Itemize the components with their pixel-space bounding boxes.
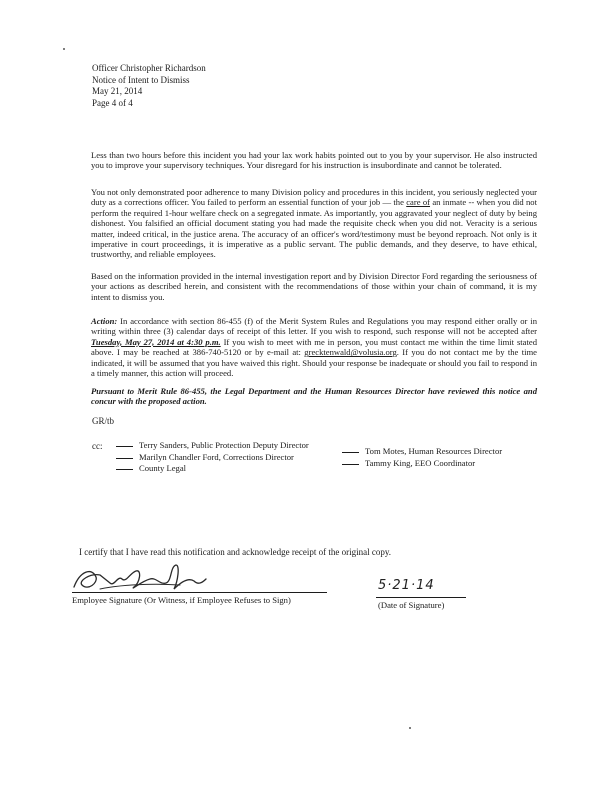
cc-entry [116, 463, 309, 475]
date-caption: (Date of Signature) [378, 600, 445, 610]
paragraph-text: In accordance with section 86-455 (f) of the Merit System Rules and Regulations you may respond either orally or in writing within three (3) calendar days of receipt of this letter. If you wish to respond, such response will not be accepted after [91, 316, 537, 337]
paragraph-action [91, 316, 537, 378]
cc-entry-name: Terry Sanders, Public Protection Deputy Director [139, 440, 309, 450]
check-blank [116, 457, 133, 459]
cc-list-right [342, 446, 502, 469]
cc-list-left [116, 440, 309, 475]
paragraph-merit-rule: Pursuant to Merit Rule 86-455, the Legal Department and the Human Resources Director have reviewed this notice and concur with the proposed action. [91, 386, 537, 407]
cc-entry-name: Tammy King, EEO Coordinator [365, 457, 476, 468]
paragraph-supervisor-warning: Less than two hours before this incident you had your lax work habits pointed out to you by your supervisor. He also instructed you to improve your supervisory techniques. Your disregard for his instruction is insubordinate and cannot be tolerated. [91, 150, 537, 171]
cc-label: cc: [92, 441, 103, 451]
action-label: Action: [91, 316, 118, 326]
paragraph-text: an inmate -- when you did not perform the required 1-hour welfare check on a segregated inmate. As importantly, you aggravated your neglect of duty by being dishonest. You falsified an official document stating you had made the requisite check when you did not. Veracity is a serious matter, indeed critical, in the justice arena. The accuracy of an officer's word/testimony must be beyond reproach. Not only is it imperative in court proceedings, it is imperative as a public servant. The public demands, and they deserve, to have ethical, trustworthy, and reliable employees. [91, 197, 537, 260]
cc-entry [116, 440, 309, 452]
paragraph-text: If you wish to meet with me in person, you must contact me within the time limit stated above. I may be reached at 386-740-5120 or by e-mail at: [91, 336, 537, 358]
signature-caption: Employee Signature (Or Witness, if Employee Refuses to Sign) [72, 595, 291, 605]
underlined-phrase: care of [406, 197, 431, 208]
signature-line [72, 592, 327, 593]
date-line [376, 597, 466, 598]
recipient-name: Officer Christopher Richardson [92, 63, 206, 73]
cc-entry [116, 452, 309, 464]
handwritten-date: 5·21·14 [378, 578, 435, 593]
paragraph-intent-to-dismiss: Based on the information provided in the internal investigation report and by Division Director Ford regarding the seriousness of your actions as described herein, and consistent with the recommendations of those within your chain of command, it is my intent to dismiss you. [91, 271, 537, 302]
document-title: Notice of Intent to Dismiss [92, 74, 190, 85]
check-blank [342, 463, 359, 465]
typist-initials: GR/tb [92, 416, 115, 426]
cc-entry [342, 446, 502, 458]
scan-speck [409, 727, 411, 729]
cc-entry [342, 458, 502, 470]
cc-entry-name: Tom Motes, Human Resources Director [365, 446, 503, 456]
cc-entry-name: Marilyn Chandler Ford, Corrections Director [139, 451, 294, 462]
letter-header [92, 63, 206, 109]
page-number: Page 4 of 4 [92, 97, 133, 108]
document-date: May 21, 2014 [92, 86, 143, 96]
check-blank [116, 445, 133, 447]
paragraph-text: You not only demonstrated poor adherence to many Division policy and procedures in this incident, you seriously neglected your duty as a corrections officer. You failed to perform an essential function of your job — the [91, 187, 537, 208]
scan-speck [63, 48, 65, 50]
certification-statement: I certify that I have read this notification and acknowledge receipt of the original copy. [79, 547, 392, 557]
check-blank [342, 451, 359, 453]
response-deadline: Tuesday, May 27, 2014 at 4:30 p.m. [91, 336, 221, 347]
cc-entry-name: County Legal [139, 463, 187, 473]
paragraph-neglect-of-duty [91, 187, 537, 260]
email-link[interactable]: grecktenwald@volusia.org [304, 347, 397, 358]
check-blank [116, 468, 133, 470]
paragraph-text: . If you do not contact me by the time indicated, it will be assumed that you have waived this right. Should your response be inadequate or should you fail to respond in a timely manner, this action will proceed. [91, 347, 538, 379]
